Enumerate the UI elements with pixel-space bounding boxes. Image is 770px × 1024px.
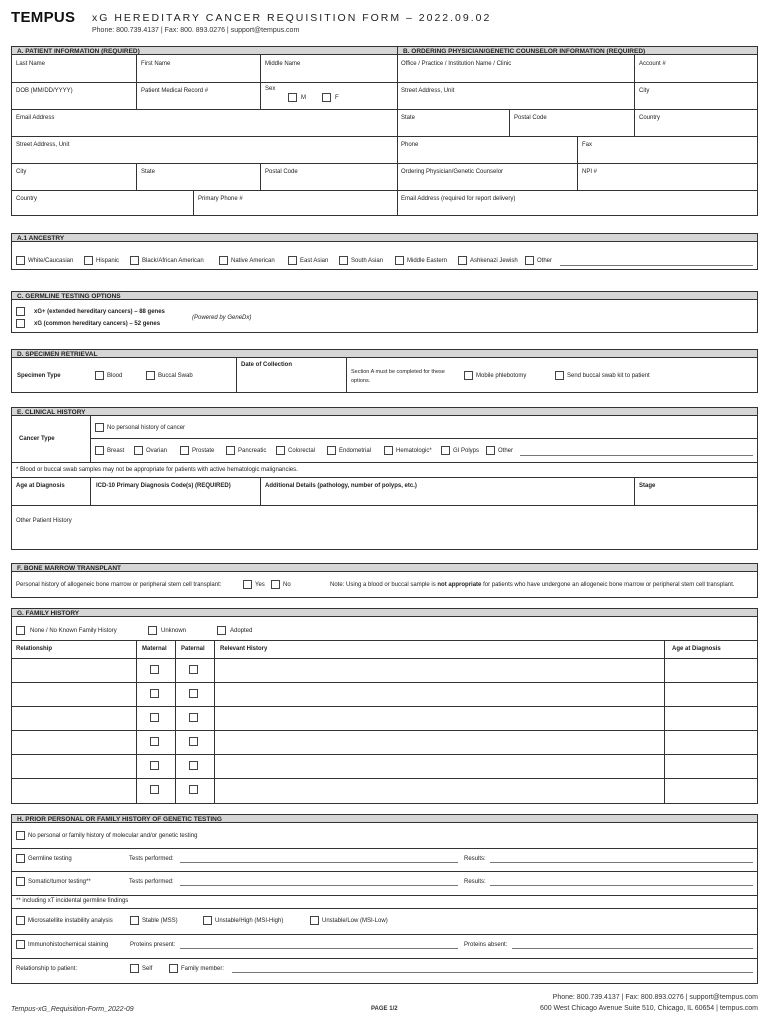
ancestry-east-asian-label: East Asian: [300, 258, 329, 264]
family-adopted-label: Adopted: [230, 628, 253, 634]
family-row2-maternal-checkbox[interactable]: [150, 689, 159, 698]
section-g-box: [11, 616, 758, 804]
powered-by-label: (Powered by GeneDx): [192, 315, 252, 321]
no-testing-history-checkbox[interactable]: [16, 831, 25, 840]
buccal-swab-label: Buccal Swab: [158, 373, 193, 379]
header-contact: Phone: 800.739.4137 | Fax: 800. 893.0276 | support@tempus.com: [92, 27, 300, 34]
somatic-results-line[interactable]: [490, 885, 753, 886]
middle-name-label: Middle Name: [265, 61, 301, 67]
no-testing-history-label: No personal or family history of molecular and/or genetic testing: [28, 833, 198, 839]
msi-checkbox[interactable]: [16, 916, 25, 925]
family-adopted-checkbox[interactable]: [217, 626, 226, 635]
family-row6-maternal-checkbox[interactable]: [150, 785, 159, 794]
germline-tests-performed-label: Tests performed:: [129, 856, 174, 862]
physician-fax-label: Fax: [582, 142, 593, 148]
patient-email-label: Email Address: [16, 115, 55, 121]
no-family-history-checkbox[interactable]: [16, 626, 25, 635]
proteins-present-label: Proteins present:: [130, 942, 176, 948]
relevant-history-col-header: Relevant History: [220, 646, 268, 652]
ancestry-other-label: Other: [537, 258, 553, 264]
cancer-ovarian-label: Ovarian: [146, 448, 168, 454]
ancestry-middle-eastern-checkbox[interactable]: [395, 256, 404, 265]
cancer-colorectal-checkbox[interactable]: [276, 446, 285, 455]
ancestry-other-checkbox[interactable]: [525, 256, 534, 265]
cancer-other-label: Other: [498, 448, 514, 454]
bmt-yes-label: Yes: [255, 582, 265, 588]
somatic-testing-label: Somatic/tumor testing**: [28, 879, 91, 885]
send-kit-checkbox[interactable]: [555, 371, 564, 380]
physician-street-label: Street Address, Unit: [401, 88, 455, 94]
msi-low-label: Unstable/Low (MSI-Low): [322, 918, 388, 924]
msi-high-checkbox[interactable]: [203, 916, 212, 925]
section-a-box: [11, 54, 398, 216]
section-h-header: H. PRIOR PERSONAL OR FAMILY HISTORY OF GENETIC TESTING: [11, 814, 758, 823]
npi-label: NPI #: [582, 169, 598, 175]
family-row5-paternal-checkbox[interactable]: [189, 761, 198, 770]
cancer-breast-checkbox[interactable]: [95, 446, 104, 455]
germline-results-label: Results:: [464, 856, 486, 862]
specimen-type-label: Specimen Type: [17, 373, 61, 379]
buccal-swab-checkbox[interactable]: [146, 371, 155, 380]
last-name-label: Last Name: [16, 61, 46, 67]
section-e-header: E. CLINICAL HISTORY: [11, 407, 758, 416]
msi-stable-checkbox[interactable]: [130, 916, 139, 925]
section-c-header: C. GERMLINE TESTING OPTIONS: [11, 291, 758, 300]
footer-address: 600 West Chicago Avenue Suite 510, Chicago, IL 60654 | tempus.com: [539, 1005, 758, 1012]
bmt-note: Note: Using a blood or buccal sample is not appropriate for patients who have undergone an allogeneic bone marrow or peripheral stem cell transplant.: [330, 582, 735, 588]
xg-plus-label: xG+ (extended hereditary cancers) – 88 genes: [34, 309, 165, 315]
form-title: xG HEREDITARY CANCER REQUISITION FORM – 2022.09.02: [92, 12, 492, 24]
family-row1-maternal-checkbox[interactable]: [150, 665, 159, 674]
cancer-type-label: Cancer Type: [19, 436, 55, 442]
ancestry-east-asian-checkbox[interactable]: [288, 256, 297, 265]
ancestry-hispanic-label: Hispanic: [96, 258, 120, 264]
patient-street-label: Street Address, Unit: [16, 142, 70, 148]
bmt-no-checkbox[interactable]: [271, 580, 280, 589]
msi-label: Microsatellite instability analysis: [28, 918, 113, 924]
family-row3-paternal-checkbox[interactable]: [189, 713, 198, 722]
ancestry-middle-eastern-label: Middle Eastern: [407, 258, 448, 264]
somatic-tests-performed-label: Tests performed:: [129, 879, 174, 885]
date-of-collection-label: Date of Collection: [241, 362, 293, 368]
hematologic-note: * Blood or buccal swab samples may not be appropriate for patients with active hematologic malignancies.: [16, 467, 298, 473]
sex-m-label: M: [301, 95, 306, 101]
cancer-pancreatic-checkbox[interactable]: [226, 446, 235, 455]
physician-email-label: Email Address (required for report delivery): [401, 196, 516, 202]
no-family-history-label: None / No Known Family History: [30, 628, 117, 634]
ancestry-ashkenazi-checkbox[interactable]: [458, 256, 467, 265]
cancer-other-line[interactable]: [520, 455, 753, 456]
cancer-gi-polyps-label: GI Polyps: [453, 448, 480, 454]
family-row4-maternal-checkbox[interactable]: [150, 737, 159, 746]
maternal-col-header: Maternal: [142, 646, 167, 652]
bmt-yes-checkbox[interactable]: [243, 580, 252, 589]
tempus-logo: TEMPUS: [11, 9, 76, 26]
ancestry-other-line[interactable]: [560, 265, 753, 266]
family-row1-paternal-checkbox[interactable]: [189, 665, 198, 674]
section-a-header: A. PATIENT INFORMATION (REQUIRED): [11, 46, 398, 55]
family-row6-paternal-checkbox[interactable]: [189, 785, 198, 794]
sex-f-label: F: [335, 95, 339, 101]
family-member-line[interactable]: [232, 972, 753, 973]
family-unknown-checkbox[interactable]: [148, 626, 157, 635]
ancestry-black-checkbox[interactable]: [130, 256, 139, 265]
physician-country-label: Country: [639, 115, 661, 121]
ordering-physician-label: Ordering Physician/Genetic Counselor: [401, 169, 504, 175]
ancestry-native-checkbox[interactable]: [219, 256, 228, 265]
other-patient-history-label: Other Patient History: [16, 518, 72, 524]
xg-label: xG (common hereditary cancers) – 52 genes: [34, 321, 161, 327]
family-row3-maternal-checkbox[interactable]: [150, 713, 159, 722]
germline-testing-checkbox[interactable]: [16, 854, 25, 863]
age-at-diagnosis-col-header: Age at Diagnosis: [672, 646, 721, 652]
self-label: Self: [142, 966, 153, 972]
blood-checkbox[interactable]: [95, 371, 104, 380]
cancer-gi-polyps-checkbox[interactable]: [441, 446, 450, 455]
icd10-label: ICD-10 Primary Diagnosis Code(s) (REQUIRED): [96, 483, 231, 489]
patient-phone-label: Primary Phone #: [198, 196, 243, 202]
page-number: PAGE 1/2: [371, 1006, 398, 1012]
ancestry-white-label: White/Caucasian: [28, 258, 74, 264]
section-a1-header: A.1 ANCESTRY: [11, 233, 758, 242]
xg-checkbox[interactable]: [16, 319, 25, 328]
family-member-checkbox[interactable]: [169, 964, 178, 973]
proteins-absent-line[interactable]: [512, 948, 753, 949]
mobile-phlebotomy-label: Mobile phlebotomy: [476, 373, 527, 379]
ancestry-white-checkbox[interactable]: [16, 256, 25, 265]
cancer-ovarian-checkbox[interactable]: [134, 446, 143, 455]
paternal-col-header: Paternal: [181, 646, 205, 652]
ancestry-black-label: Black/African American: [142, 258, 204, 264]
family-unknown-label: Unknown: [161, 628, 187, 634]
patient-state-label: State: [141, 169, 156, 175]
cancer-hematologic-label: Hematologic*: [396, 448, 432, 454]
cancer-prostate-checkbox[interactable]: [180, 446, 189, 455]
relationship-to-patient-label: Relationship to patient:: [16, 966, 78, 972]
family-row2-paternal-checkbox[interactable]: [189, 689, 198, 698]
physician-postal-label: Postal Code: [514, 115, 547, 121]
section-g-header: G. FAMILY HISTORY: [11, 608, 758, 617]
mobile-phlebotomy-checkbox[interactable]: [464, 371, 473, 380]
incidental-note: ** including xT incidental germline findings: [16, 898, 129, 904]
cancer-prostate-label: Prostate: [192, 448, 215, 454]
germline-testing-label: Germline testing: [28, 856, 72, 862]
family-row5-maternal-checkbox[interactable]: [150, 761, 159, 770]
section-d-header: D. SPECIMEN RETRIEVAL: [11, 349, 758, 358]
mrn-label: Patient Medical Record #: [141, 88, 209, 94]
section-a-note: Section A must be completed for these options.: [351, 369, 445, 384]
physician-city-label: City: [639, 88, 650, 94]
ancestry-hispanic-checkbox[interactable]: [84, 256, 93, 265]
germline-tests-line[interactable]: [180, 862, 458, 863]
section-b-header: B. ORDERING PHYSICIAN/GENETIC COUNSELOR INFORMATION (REQUIRED): [397, 46, 758, 55]
cancer-pancreatic-label: Pancreatic: [238, 448, 267, 454]
cancer-endometrial-label: Endometrial: [339, 448, 372, 454]
age-at-diagnosis-label: Age at Diagnosis: [16, 483, 65, 489]
form-id: Tempus-xG_Requisition-Form_2022-09: [11, 1006, 134, 1013]
germline-results-line[interactable]: [490, 862, 753, 863]
no-cancer-history-label: No personal history of cancer: [107, 425, 186, 431]
msi-stable-label: Stable (MSS): [142, 918, 178, 924]
family-member-label: Family member:: [181, 966, 225, 972]
office-label: Office / Practice / Institution Name / Clinic: [401, 61, 512, 67]
somatic-tests-line[interactable]: [180, 885, 458, 886]
account-label: Account #: [639, 61, 666, 67]
first-name-label: First Name: [141, 61, 171, 67]
stage-label: Stage: [639, 483, 656, 489]
bmt-question-label: Personal history of allogeneic bone marrow or peripheral stem cell transplant:: [16, 582, 222, 588]
ihc-label: Immunohistochemical staining: [28, 942, 109, 948]
patient-postal-label: Postal Code: [265, 169, 298, 175]
xg-plus-checkbox[interactable]: [16, 307, 25, 316]
ancestry-south-asian-checkbox[interactable]: [339, 256, 348, 265]
relationship-col-header: Relationship: [16, 646, 53, 652]
physician-phone-label: Phone: [401, 142, 419, 148]
proteins-present-line[interactable]: [180, 948, 458, 949]
ancestry-native-label: Native American: [231, 258, 275, 264]
cancer-colorectal-label: Colorectal: [288, 448, 316, 454]
dob-label: DOB (MM/DD/YYYY): [16, 88, 73, 94]
cancer-endometrial-checkbox[interactable]: [327, 446, 336, 455]
section-b-box: [397, 54, 758, 216]
cancer-breast-label: Breast: [107, 448, 125, 454]
patient-city-label: City: [16, 169, 27, 175]
cancer-hematologic-checkbox[interactable]: [384, 446, 393, 455]
cancer-other-checkbox[interactable]: [486, 446, 495, 455]
self-checkbox[interactable]: [130, 964, 139, 973]
ancestry-south-asian-label: South Asian: [351, 258, 384, 264]
family-row4-paternal-checkbox[interactable]: [189, 737, 198, 746]
send-kit-label: Send buccal swab kit to patient: [567, 373, 650, 379]
msi-high-label: Unstable/High (MSI-High): [215, 918, 284, 924]
ihc-checkbox[interactable]: [16, 940, 25, 949]
sex-f-checkbox[interactable]: [322, 93, 331, 102]
blood-label: Blood: [107, 373, 123, 379]
footer-contact: Phone: 800.739.4137 | Fax: 800.893.0276 | support@tempus.com: [552, 994, 758, 1001]
patient-country-label: Country: [16, 196, 38, 202]
bmt-no-label: No: [283, 582, 291, 588]
sex-m-checkbox[interactable]: [288, 93, 297, 102]
no-cancer-history-checkbox[interactable]: [95, 423, 104, 432]
somatic-results-label: Results:: [464, 879, 486, 885]
section-f-header: F. BONE MARROW TRANSPLANT: [11, 563, 758, 572]
proteins-absent-label: Proteins absent:: [464, 942, 508, 948]
section-c-box: [11, 299, 758, 333]
somatic-testing-checkbox[interactable]: [16, 877, 25, 886]
additional-details-label: Additional Details (pathology, number of polyps, etc.): [265, 483, 417, 489]
physician-state-label: State: [401, 115, 416, 121]
sex-label: Sex: [265, 86, 276, 92]
ancestry-ashkenazi-label: Ashkenazi Jewish: [470, 258, 518, 264]
msi-low-checkbox[interactable]: [310, 916, 319, 925]
